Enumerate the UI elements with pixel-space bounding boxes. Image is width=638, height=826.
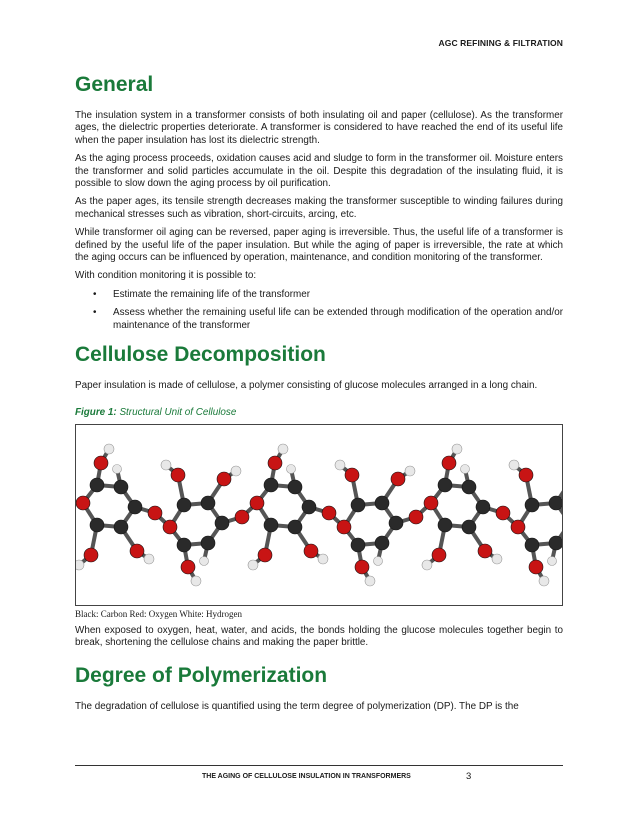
hydrogen-atom (200, 556, 209, 565)
oxygen-atom (84, 548, 98, 562)
oxygen-atom (181, 560, 195, 574)
hydrogen-atom (492, 554, 502, 564)
oxygen-atom (235, 510, 249, 524)
page-number: 3 (466, 771, 472, 782)
oxygen-atom (391, 472, 405, 486)
hydrogen-atom (405, 466, 415, 476)
oxygen-atom (511, 520, 525, 534)
figure-label: Figure 1: (75, 406, 117, 418)
carbon-atom (375, 536, 389, 550)
carbon-atom (114, 520, 128, 534)
hydrogen-atom (144, 554, 154, 564)
carbon-atom (288, 520, 302, 534)
bullet-item: • Estimate the remaining life of the transformer (113, 289, 563, 301)
oxygen-atom (76, 496, 90, 510)
footer-title: THE AGING OF CELLULOSE INSULATION IN TRANSFORMERS (202, 773, 411, 780)
hydrogen-atom (278, 444, 288, 454)
paragraph: With condition monitoring it is possible to: (75, 270, 257, 282)
carbon-atom (389, 516, 403, 530)
hydrogen-atom (231, 466, 241, 476)
oxygen-atom (148, 506, 162, 520)
hydrogen-atom (422, 560, 432, 570)
oxygen-atom (130, 544, 144, 558)
section-heading-general: General (75, 73, 154, 96)
oxygen-atom (337, 520, 351, 534)
carbon-atom (215, 516, 229, 530)
hydrogen-atom (374, 556, 383, 565)
carbon-atom (177, 498, 191, 512)
oxygen-atom (304, 544, 318, 558)
hydrogen-atom (461, 464, 470, 473)
oxygen-atom (258, 548, 272, 562)
paragraph: As the paper ages, its tensile strength decreases making the transformer susceptible to winding failures during mechanical stresses such as vibration, short-circuits, arcing, etc. (75, 196, 563, 220)
hydrogen-atom (248, 560, 258, 570)
carbon-atom (201, 496, 215, 510)
carbon-atom (549, 496, 562, 510)
carbon-atom (351, 498, 365, 512)
carbon-atom (525, 498, 539, 512)
figure-caption (75, 407, 563, 418)
oxygen-atom (442, 456, 456, 470)
hydrogen-atom (287, 464, 296, 473)
oxygen-atom (355, 560, 369, 574)
oxygen-atom (171, 468, 185, 482)
oxygen-atom (163, 520, 177, 534)
bullet-list (75, 289, 563, 332)
paragraph: When exposed to oxygen, heat, water, and acids, the bonds holding the glucose molecules together begin to break, shortening the cellulose chains and making the paper brittle. (75, 624, 563, 648)
paragraph: As the aging process proceeds, oxidation causes acid and sludge to form in the transformer oil. Moisture enters the transformer and solid particles accumulate in the oil. Despite this degradation of the insulating fluid, it is possible to slow down the aging process by oil purification. (75, 153, 563, 190)
oxygen-atom (322, 506, 336, 520)
oxygen-atom (94, 456, 108, 470)
paragraph: Paper insulation is made of cellulose, a polymer consisting of glucose molecules arranged in a long chain. (75, 380, 538, 392)
hydrogen-atom (104, 444, 114, 454)
hydrogen-atom (161, 460, 171, 470)
oxygen-atom (529, 560, 543, 574)
hydrogen-atom (539, 576, 549, 586)
oxygen-atom (478, 544, 492, 558)
carbon-atom (128, 500, 142, 514)
hydrogen-atom (191, 576, 201, 586)
carbon-atom (264, 478, 278, 492)
carbon-atom (90, 478, 104, 492)
hydrogen-atom (365, 576, 375, 586)
carbon-atom (302, 500, 316, 514)
hydrogen-atom (335, 460, 345, 470)
carbon-atom (476, 500, 490, 514)
carbon-atom (264, 518, 278, 532)
carbon-atom (177, 538, 191, 552)
carbon-atom (438, 478, 452, 492)
hydrogen-atom (113, 464, 122, 473)
oxygen-atom (519, 468, 533, 482)
header-company-name: AGC REFINING & FILTRATION (438, 38, 563, 48)
oxygen-atom (217, 472, 231, 486)
oxygen-atom (432, 548, 446, 562)
carbon-atom (549, 536, 562, 550)
paragraph: While transformer oil aging can be reversed, paper aging is irreversible. Thus, the useful life of a transformer is defined by the useful life of the paper insulation. But while the aging of paper is irreversible, the rate at which the aging occurs can be influenced by operation, maintenance, and condition monitoring of the transformer. (75, 227, 563, 264)
oxygen-atom (424, 496, 438, 510)
bullet-item: • Assess whether the remaining useful life can be extended through modification of the operation and/or maintenance of the transformer (113, 307, 563, 332)
oxygen-atom (268, 456, 282, 470)
carbon-atom (90, 518, 104, 532)
page-content (75, 72, 563, 720)
hydrogen-atom (548, 556, 557, 565)
carbon-atom (201, 536, 215, 550)
hydrogen-atom (318, 554, 328, 564)
carbon-atom (288, 480, 302, 494)
carbon-atom (462, 480, 476, 494)
oxygen-atom (409, 510, 423, 524)
paragraph: The insulation system in a transformer consists of both insulating oil and paper (cellulose). As the transformer ages, the dielectric properties deteriorate. A transformer is considered to have reached the end of its useful life when the paper insulation has lost its dielectric strength. (75, 110, 563, 146)
cellulose-molecule-figure (75, 424, 563, 606)
carbon-atom (351, 538, 365, 552)
paragraph: The degradation of cellulose is quantified using the term degree of polymerization (DP). The DP is the (75, 701, 519, 713)
oxygen-atom (345, 468, 359, 482)
footer-rule (75, 765, 563, 766)
molecule-diagram (76, 425, 562, 605)
hydrogen-atom (509, 460, 519, 470)
carbon-atom (114, 480, 128, 494)
carbon-atom (525, 538, 539, 552)
carbon-atom (462, 520, 476, 534)
oxygen-atom (496, 506, 510, 520)
carbon-atom (438, 518, 452, 532)
section-heading-cellulose: Cellulose Decomposition (75, 343, 326, 367)
hydrogen-atom (76, 560, 84, 570)
carbon-atom (375, 496, 389, 510)
figure-title: Structural Unit of Cellulose (119, 406, 237, 418)
section-heading-dp: Degree of Polymerization (75, 664, 328, 688)
figure-legend: Black: Carbon Red: Oxygen White: Hydrogen (75, 608, 243, 619)
oxygen-atom (250, 496, 264, 510)
hydrogen-atom (452, 444, 462, 454)
